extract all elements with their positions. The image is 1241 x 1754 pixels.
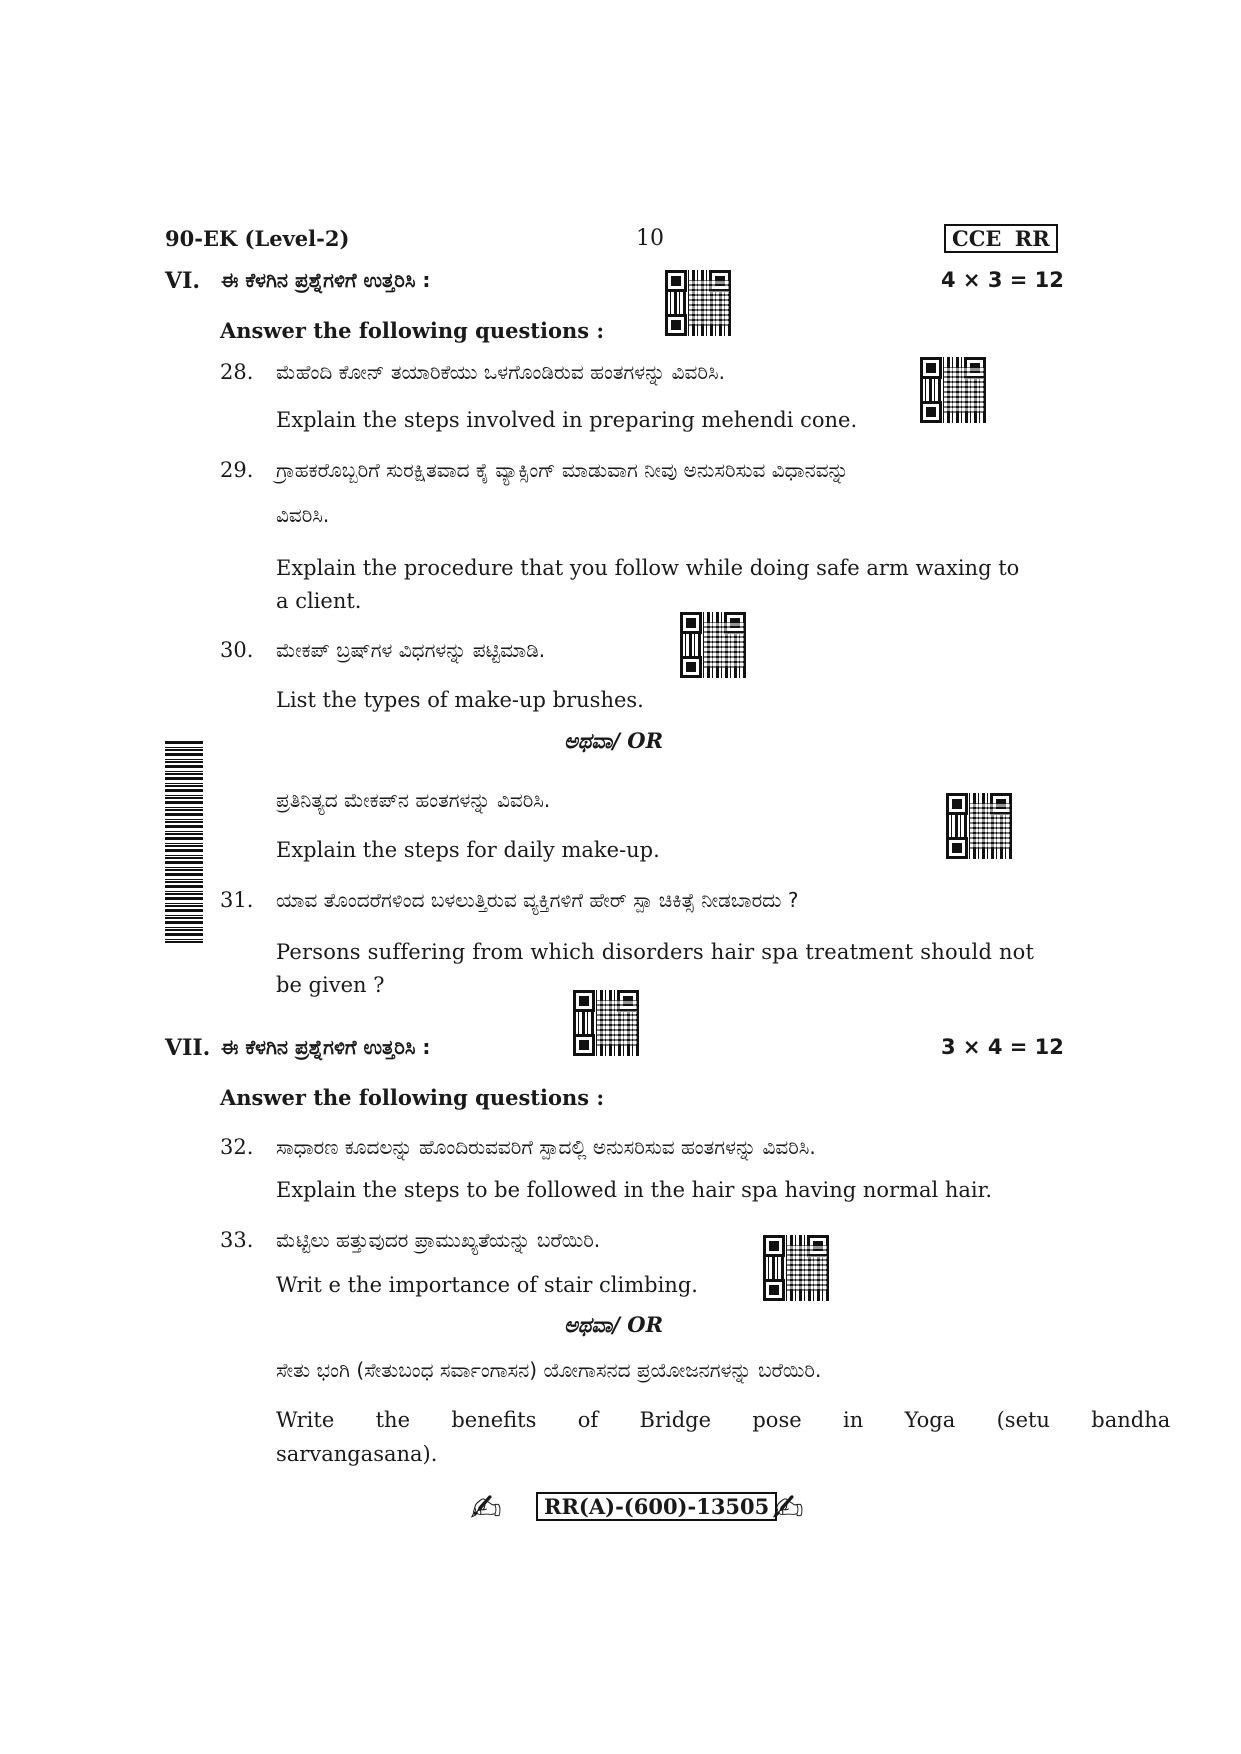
paper-code: 90-EK (Level-2) [165,226,350,251]
page-number: 10 [636,226,664,251]
q30-alt-english: Explain the steps for daily make-up. [276,838,660,862]
qr-code-icon [573,990,639,1056]
q28-number: 28. [220,360,254,384]
qr-code-icon [680,612,746,678]
q33-number: 33. [220,1228,254,1252]
q33-kannada: ಮೆಟ್ಟಿಲು ಹತ್ತುವುದರ ಪ್ರಾಮುಖ್ಯತೆಯನ್ನು ಬರೆಯಿರಿ. [276,1228,601,1252]
q32-number: 32. [220,1135,254,1159]
q33-alt-english-line1: Write the benefits of Bridge pose in Yoga (setu bandha [276,1408,1171,1432]
qr-code-icon [946,793,1012,859]
section-vii-subtitle: Answer the following questions : [220,1085,605,1110]
q29-kannada-line1: ಗ್ರಾಹಕರೊಬ್ಬರಿಗೆ ಸುರಕ್ಷಿತವಾದ ಕೈ ವ್ಯಾಕ್ಸಿಂಗ್ ಮಾಡುವಾಗ ನೀವು ಅನುಸರಿಸುವ ವಿಧಾನವನ್ನು [276,458,849,482]
q30-alt-kannada: ಪ್ರತಿನಿತ್ಯದ ಮೇಕಪ್‌ನ ಹಂತಗಳನ್ನು ವಿವರಿಸಿ. [276,788,551,812]
footer-code: RR(A)-(600)-13505 [536,1492,777,1521]
q33-alt-kannada: ಸೇತು ಭಂಗಿ (ಸೇತುಬಂಧ ಸರ್ವಾಂಗಾಸನ) ಯೋಗಾಸನದ ಪ್ರಯೋಜನಗಳನ್ನು ಬರೆಯಿರಿ. [276,1358,822,1382]
section-vii-title: ಈ ಕೆಳಗಿನ ಪ್ರಶ್ನೆಗಳಿಗೆ ಉತ್ತರಿಸಿ : [221,1035,431,1059]
cce-rr-badge: CCE RR [944,224,1058,253]
q28-english: Explain the steps involved in preparing mehendi cone. [276,408,858,432]
qr-code-icon [763,1235,829,1301]
q33-alt-english-line2: sarvangasana). [276,1442,438,1466]
q30-number: 30. [220,638,254,662]
q33-english: Writ e the importance of stair climbing. [276,1273,698,1297]
qr-code-icon [665,270,731,336]
qr-code-icon [920,357,986,423]
q30-kannada: ಮೇಕಪ್ ಬ್ರಷ್‌ಗಳ ವಿಧಗಳನ್ನು ಪಟ್ಟಿಮಾಡಿ. [276,638,546,662]
q30-english: List the types of make-up brushes. [276,688,644,712]
section-vii-number: VII. [165,1035,211,1061]
q31-kannada: ಯಾವ ತೊಂದರೆಗಳಿಂದ ಬಳಲುತ್ತಿರುವ ವ್ಯಕ್ತಿಗಳಿಗೆ ಹೇರ್ ಸ್ಪಾ ಚಿಕಿತ್ಸೆ ನೀಡಬಾರದು ? [276,888,799,912]
q31-english-line2: be given ? [276,973,385,997]
q30-or-separator: ಅಥವಾ/ OR [564,728,664,753]
section-vii-marks: 3 × 4 = 12 [941,1035,1064,1059]
section-vi-marks: 4 × 3 = 12 [941,268,1064,292]
barcode-icon [165,740,203,943]
section-vi-subtitle: Answer the following questions : [220,318,605,343]
section-vi-number: VI. [165,268,201,294]
q31-number: 31. [220,888,254,912]
writing-hand-icon: ✍ [772,1486,804,1530]
q33-or-separator: ಅಥವಾ/ OR [564,1312,664,1337]
q29-english-line1: Explain the procedure that you follow while doing safe arm waxing to [276,556,1020,580]
writing-hand-icon: ✍ [470,1486,502,1530]
q32-english: Explain the steps to be followed in the hair spa having normal hair. [276,1178,993,1202]
section-vi-title: ಈ ಕೆಳಗಿನ ಪ್ರಶ್ನೆಗಳಿಗೆ ಉತ್ತರಿಸಿ : [221,268,431,292]
q28-kannada: ಮೆಹೆಂದಿ ಕೋನ್ ತಯಾರಿಕೆಯು ಒಳಗೊಂಡಿರುವ ಹಂತಗಳನ್ನು ವಿವರಿಸಿ. [276,360,725,384]
q32-kannada: ಸಾಧಾರಣ ಕೂದಲನ್ನು ಹೊಂದಿರುವವರಿಗೆ ಸ್ಪಾದಲ್ಲಿ ಅನುಸರಿಸುವ ಹಂತಗಳನ್ನು ವಿವರಿಸಿ. [276,1135,816,1159]
q29-number: 29. [220,458,254,482]
q29-english-line2: a client. [276,589,362,613]
q29-kannada-line2: ವಿವರಿಸಿ. [276,503,330,527]
q31-english-line1: Persons suffering from which disorders hair spa treatment should not [276,940,1035,964]
